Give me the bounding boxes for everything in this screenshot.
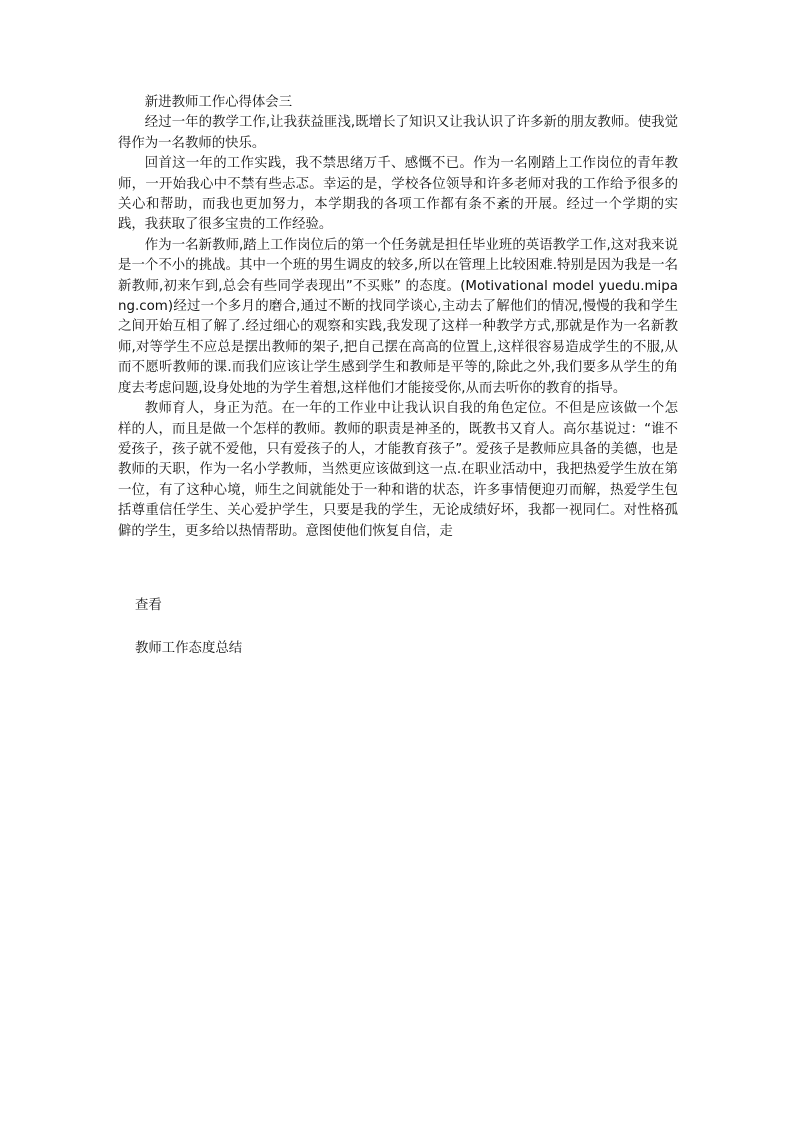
article-body [118, 93, 678, 542]
paragraph-2: 回首这一年的工作实践，我不禁思绪万千、感慨不已。作为一名刚踏上工作岗位的青年教师，一开始我心中不禁有些忐忑。幸运的是，学校各位领导和许多老师对我的工作给予很多的关心和帮助，而我也更加努力，本学期我的各项工作都有条不紊的开展。经过一个学期的实践，我获取了很多宝贵的工作经验。 [118, 156, 678, 233]
paragraph-1: 经过一年的教学工作,让我获益匪浅,既增长了知识又让我认识了许多新的朋友教师。使我觉得作为一名教师的快乐。 [118, 115, 678, 151]
paragraph-3: 作为一名新教师,踏上工作岗位后的第一个任务就是担任毕业班的英语教学工作,这对我来说是一个不小的挑战。其中一个班的男生调皮的较多,所以在管理上比较困难.特别是因为我是一名新教师,初来乍到,总会有些同学表现出”不买账” 的态度。(Motivational model yuedu.mipang.com)经过一个多月的磨合,通过不断的找同学谈心,主动去了解他们的情况,慢慢的我和学生之间开始互相了解了.经过细心的观察和实践,我发现了这样一种教学方式,那就是作为一名新教师,对等学生不应总是摆出教师的架子,把自己摆在高高的位置上,这样很容易造成学生的不服,从而不愿听教师的课.而我们应该让学生感到学生和教师是平等的,除此之外,我们要多从学生的角度去考虑问题,设身处地的为学生着想,这样他们才能接受你,从而去听你的教育的指导。 [118, 237, 678, 396]
paragraph-4: 教师育人，身正为范。在一年的工作业中让我认识自我的角色定位。不但是应该做一个怎样的人，而且是做一个怎样的教师。教师的职责是神圣的，既教书又育人。高尔基说过：“谁不爱孩子，孩子就不爱他，只有爱孩子的人，才能教育孩子”。爱孩子是教师应具备的美德，也是教师的天职，作为一名小学教师，当然更应该做到这一点.在职业活动中，我把热爱学生放在第一位，有了这种心境，师生之间就能处于一种和谐的状态，许多事情便迎刃而解，热爱学生包括尊重信任学生、关心爱护学生，只要是我的学生，无论成绩好坏，我都一视同仁。对性格孤僻的学生，更多给以热情帮助。意图使他们恢复自信，走 [118, 401, 678, 539]
article-title: 新进教师工作心得体会三 [144, 95, 293, 110]
view-link[interactable]: 查看 [135, 598, 162, 613]
related-article-link[interactable]: 教师工作态度总结 [135, 641, 243, 656]
